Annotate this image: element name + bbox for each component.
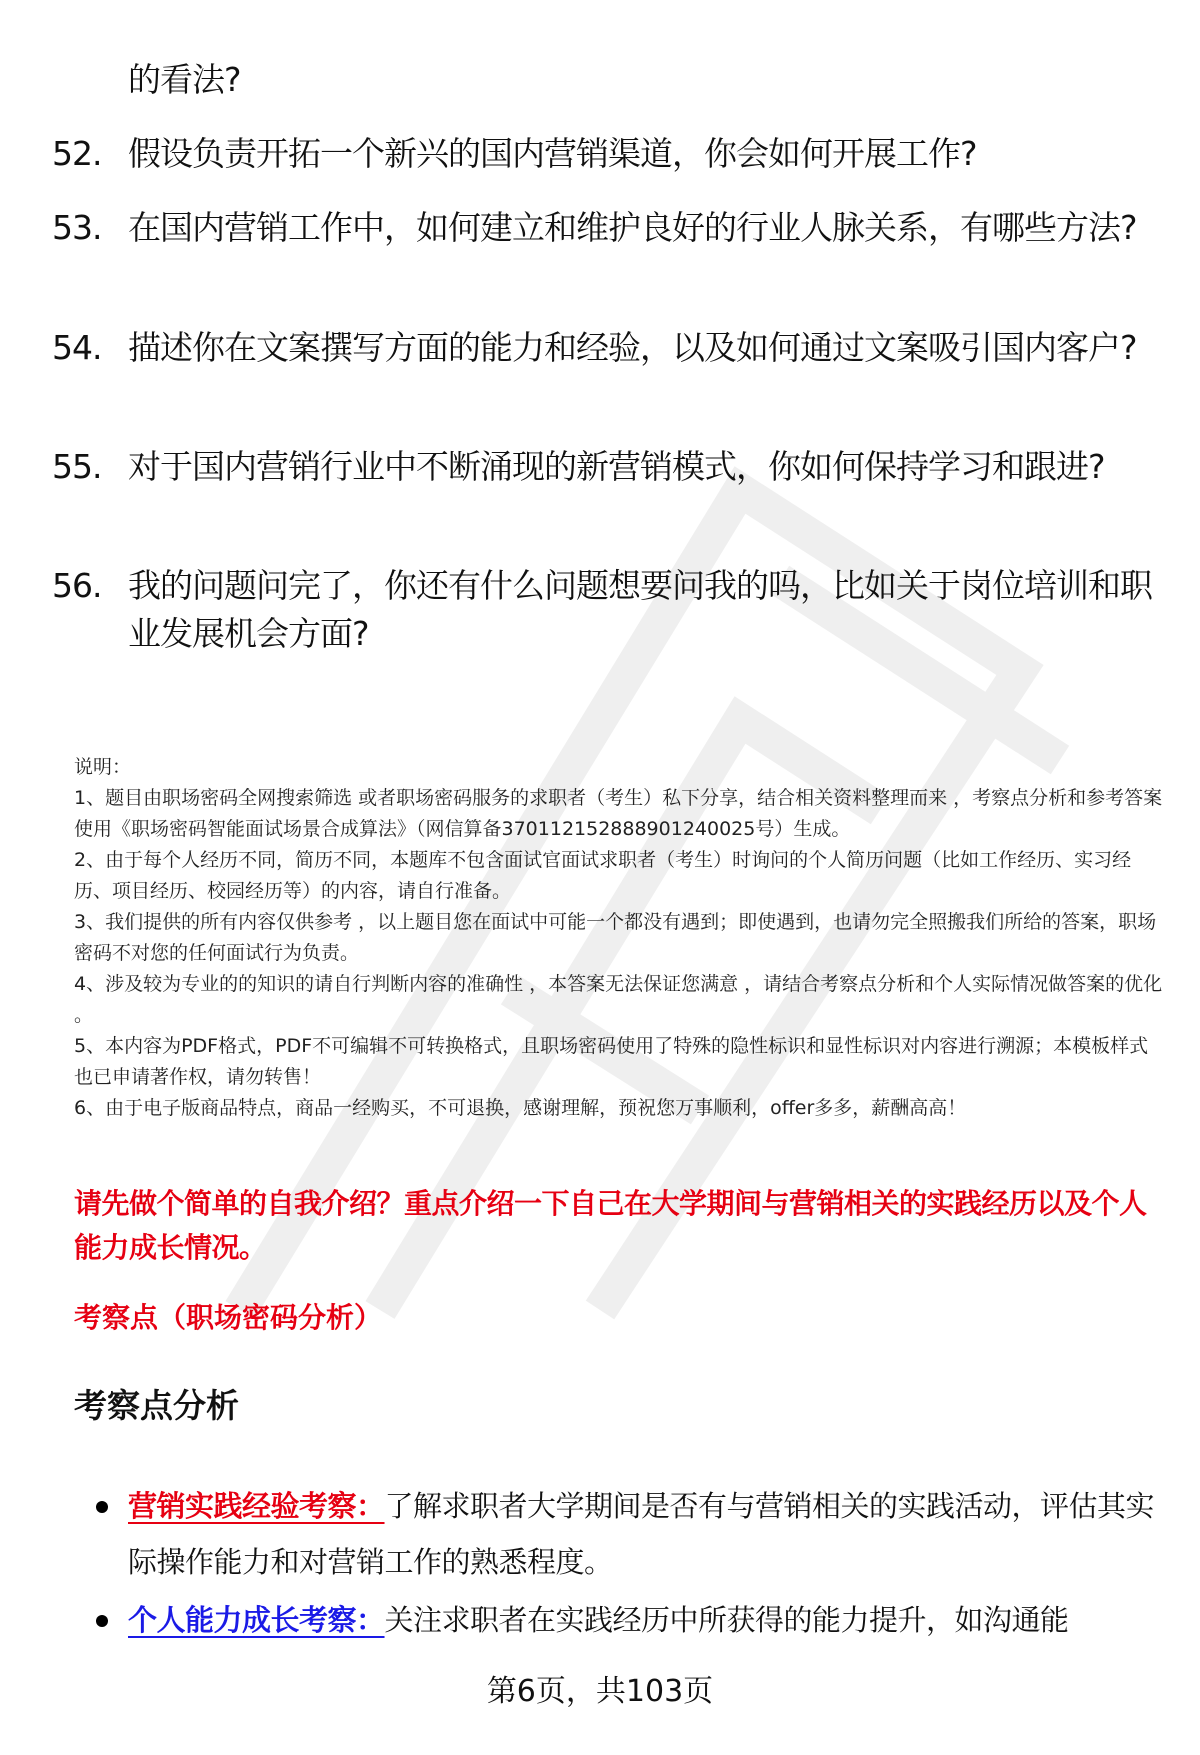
bullet-label: 营销实践经验考察：: [128, 1489, 385, 1523]
question-number: 53.: [52, 208, 102, 247]
note-item-5: 5、本内容为PDF格式，PDF不可编辑不可转换格式，且职场密码使用了特殊的隐性标识和显性标识对内容进行溯源；本模板样式也已申请著作权，请勿转售！: [74, 1035, 1149, 1088]
question-text: 描述你在文案撰写方面的能力和经验，以及如何通过文案吸引国内客户?: [128, 328, 1137, 367]
question-text: 在国内营销工作中，如何建立和维护良好的行业人脉关系，有哪些方法?: [128, 208, 1137, 247]
question-56: [52, 562, 1172, 658]
page-indicator: 第6页，共103页: [486, 1674, 714, 1709]
question-54: [52, 324, 1172, 372]
note-item-3: 3、我们提供的所有内容仅供参考 ，以上题目您在面试中可能一个都没有遇到；即使遇到，也请勿完全照搬我们所给的答案，职场密码不对您的任何面试行为负责。: [74, 911, 1157, 964]
question-number: 52.: [52, 134, 102, 173]
featured-question: 请先做个简单的自我介绍？重点介绍一下自己在大学期间与营销相关的实践经历以及个人能力成长情况。: [74, 1187, 1147, 1264]
question-number: 55.: [52, 447, 102, 486]
question-52: [52, 130, 1172, 178]
note-item-2: 2、由于每个人经历不同，简历不同，本题库不包含面试官面试求职者（考生）时询问的个人简历问题（比如工作经历、实习经历、项目经历、校园经历等）的内容，请自行准备。: [74, 849, 1132, 902]
question-53: [52, 204, 1172, 252]
bullet-content: [128, 1478, 1156, 1590]
question-55: [52, 443, 1172, 491]
note-item-4: 4、涉及较为专业的的知识的请自行判断内容的准确性 ，本答案无法保证您满意 ，请结合考察点分析和个人实际情况做答案的优化 。: [74, 973, 1163, 1026]
question-51-continuation: 的看法?: [128, 60, 241, 99]
question-number: 54.: [52, 328, 102, 367]
bullet-icon: [96, 1615, 108, 1627]
bullet-text: 了解求职者大学期间是否有与营销相关的实践活动，评估其实际操作能力和对营销工作的熟悉程度。: [128, 1489, 1155, 1579]
analysis-bullet-2: [96, 1592, 1156, 1648]
note-item-6: 6、由于电子版商品特点，商品一经购买，不可退换，感谢理解，预祝您万事顺利，offer多多，薪酬高高！: [74, 1097, 967, 1119]
analysis-bullet-1: [96, 1478, 1156, 1590]
bullet-label: 个人能力成长考察：: [128, 1603, 385, 1637]
notes-title: 说明：: [74, 756, 132, 778]
bullet-text: 关注求职者在实践经历中所获得的能力提升，如沟通能: [384, 1603, 1069, 1637]
disclaimer-notes: [74, 752, 1164, 1124]
bullet-content: [128, 1592, 1156, 1648]
question-text: 对于国内营销行业中不断涌现的新营销模式，你如何保持学习和跟进?: [128, 447, 1105, 486]
analysis-section-title: 考察点分析: [74, 1386, 239, 1425]
bullet-icon: [96, 1501, 108, 1513]
question-number: 56.: [52, 566, 102, 605]
question-text: 我的问题问完了，你还有什么问题想要问我的吗，比如关于岗位培训和职业发展机会方面?: [128, 566, 1152, 653]
note-item-1: 1、题目由职场密码全网搜索筛选 或者职场密码服务的求职者（考生）私下分享，结合相关资料整理而来 ，考察点分析和参考答案使用《职场密码智能面试场景合成算法》（网信算备370112152888901240025号）生成。: [74, 787, 1163, 840]
question-text: 假设负责开拓一个新兴的国内营销渠道，你会如何开展工作?: [128, 134, 977, 173]
featured-question-subtitle: 考察点（职场密码分析）: [74, 1301, 383, 1334]
